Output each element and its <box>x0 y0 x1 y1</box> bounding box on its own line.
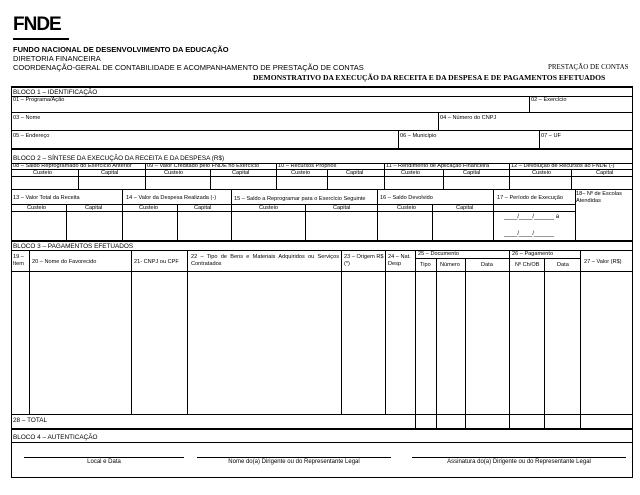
f08-label: 08 – Saldo Reprogramado do Exercício Anterior <box>13 163 132 169</box>
form-title: DEMONSTRATIVO DA EXECUÇÃO DA RECEITA E DA DESPESA E DE PAGAMENTOS EFETUADOS <box>253 73 606 82</box>
doc-tipo-header: Tipo <box>420 262 431 268</box>
f13-capital: Capital <box>85 205 103 211</box>
municipio-field[interactable]: 06 – Município <box>400 133 437 139</box>
doc-numero-header: Número <box>440 262 460 268</box>
f16-capital: Capital <box>456 205 474 211</box>
fnde-logo: FNDE <box>13 14 61 36</box>
f09-label: 09 – Valor Creditado pelo FNDE no Exercício <box>147 163 260 169</box>
f17-label: 17 – Período de Execução <box>497 195 563 201</box>
bloco2-title: BLOCO 2 – SÍNTESE DA EXECUÇÃO DA RECEITA E DA DESPESA (R$) <box>13 155 225 162</box>
item-header: 19 – Item <box>13 254 24 267</box>
documento-header: 25 – Documento <box>418 251 460 257</box>
f15-capital: Capital <box>333 205 351 211</box>
f10-label: 10 – Recursos Próprios <box>278 163 337 169</box>
assinatura-label: Assinatura do(a) Dirigente ou do Representante Legal <box>447 459 591 465</box>
favorecido-header: 20 – Nome do Favorecido <box>32 259 97 265</box>
doc-data-header: Data <box>481 262 493 268</box>
nome-field[interactable]: 03 – Nome <box>13 115 41 121</box>
bloco4-title: BLOCO 4 – AUTENTICAÇÃO <box>13 434 98 441</box>
bloco1-title: BLOCO 1 – IDENTIFICAÇÃO <box>13 89 98 96</box>
header-line-3: COORDENAÇÃO-GERAL DE CONTABILIDADE E ACOMPANHAMENTO DE PRESTAÇÃO DE CONTAS <box>13 63 364 72</box>
header-line-2: DIRETORIA FINANCEIRA <box>13 54 101 63</box>
uf-field[interactable]: 07 – UF <box>541 133 561 139</box>
nat-desp-header: 24 – Nat. Desp <box>388 254 411 267</box>
cnpj-field[interactable]: 04 – Número do CNPJ <box>440 115 497 121</box>
prestacao-label: PRESTAÇÃO DE CONTAS <box>548 63 629 71</box>
programa-field[interactable]: 01 – Programa/Ação <box>13 97 65 103</box>
f15-custeio: Custeio <box>259 205 278 211</box>
pag-data-header: Data <box>557 262 569 268</box>
pag-chob-header: Nº Ch/OB <box>515 262 540 268</box>
bloco3-title: BLOCO 3 – PAGAMENTOS EFETUADOS <box>13 243 134 250</box>
f10-custeio: Custeio <box>291 170 310 176</box>
f09-custeio: Custeio <box>164 170 183 176</box>
f12-label: 12 – Devolução de Recursos ao FNDE (-) <box>511 163 615 169</box>
bens-header: 22 – Tipo de Bens e Materiais Adquiridos ou Serviços Contratados <box>191 254 339 267</box>
valor-header: 27 – Valor (R$) <box>584 259 622 265</box>
periodo-inicio[interactable]: ____/____/______ a <box>504 214 560 220</box>
f14-custeio: Custeio <box>139 205 158 211</box>
total-label: 28 – TOTAL <box>13 417 48 424</box>
endereco-field[interactable]: 05 – Endereço <box>13 133 50 139</box>
f10-capital: Capital <box>346 170 364 176</box>
f11-label: 11 – Rendimento de Aplicação Financeira <box>386 163 490 169</box>
f18-label: 18– Nº de Escolas Atendidas <box>576 191 622 204</box>
f14-capital: Capital <box>194 205 212 211</box>
f08-capital: Capital <box>101 170 119 176</box>
f14-label: 14 – Valor da Despesa Realizada (-) <box>126 195 217 201</box>
f08-custeio: Custeio <box>33 170 52 176</box>
f11-capital: Capital <box>463 170 481 176</box>
f12-custeio: Custeio <box>532 170 551 176</box>
header-line-1: FUNDO NACIONAL DE DESENVOLVIMENTO DA EDUCAÇÃO <box>13 45 229 54</box>
f09-capital: Capital <box>232 170 250 176</box>
cnpj-cpf-header: 21- CNPJ ou CPF <box>134 259 179 265</box>
f12-capital: Capital <box>596 170 614 176</box>
pagamento-header: 26 – Pagamento <box>512 251 554 257</box>
f16-custeio: Custeio <box>397 205 416 211</box>
origem-header: 23 – Origem R$ (*) <box>344 254 384 267</box>
exercicio-field[interactable]: 02 – Exercício <box>531 97 567 103</box>
f13-custeio: Custeio <box>27 205 46 211</box>
f15-label: 15 – Saldo a Reprogramar para o Exercício Seguinte <box>234 196 366 202</box>
f16-label: 16 – Saldo Devolvido <box>380 195 433 201</box>
f11-custeio: Custeio <box>401 170 420 176</box>
periodo-fim[interactable]: ____/____/______ <box>504 231 555 237</box>
local-data-label: Local e Data <box>87 459 121 465</box>
nome-dirigente-label: Nome do(a) Dirigente ou do Representante Legal <box>228 459 360 465</box>
f13-label: 13 – Valor Total da Receita <box>13 195 80 201</box>
